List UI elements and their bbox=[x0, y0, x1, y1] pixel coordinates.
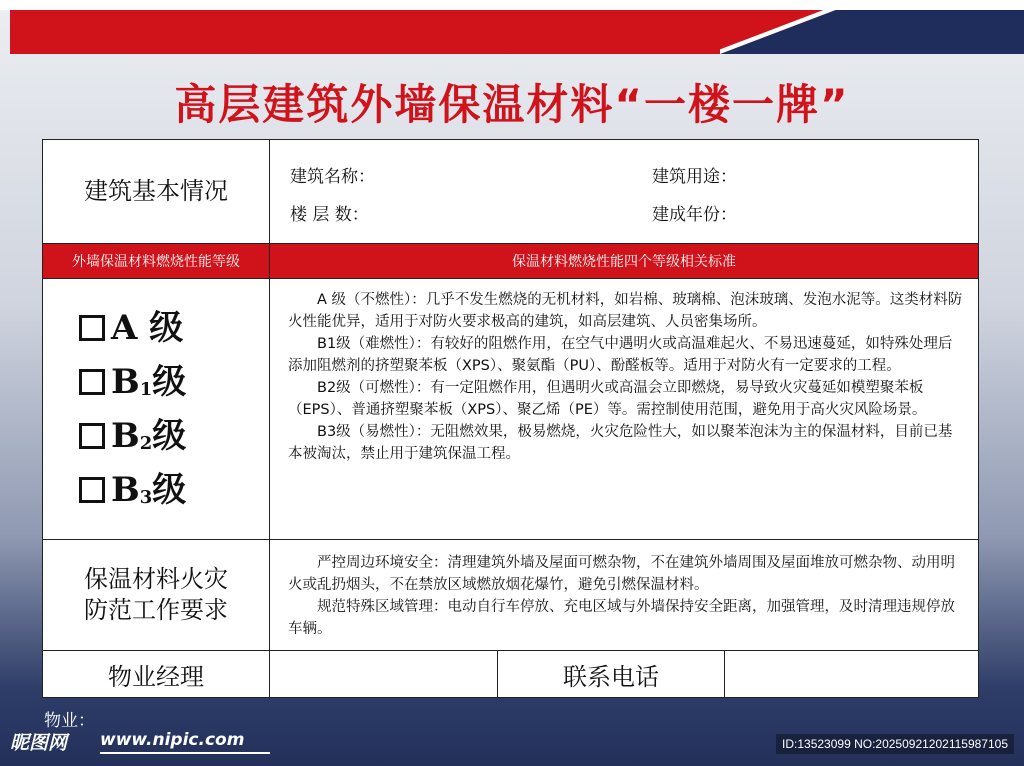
checkbox-icon[interactable] bbox=[79, 315, 105, 341]
standard-b3: B3级（易燃性）：无阻燃效果，极易燃烧，火灾危险性大，如以聚苯泡沫为主的保温材料，目前已基本被淘汰，禁止用于建筑保温工程。 bbox=[288, 424, 953, 462]
built-year-label: 建成年份： bbox=[652, 205, 737, 225]
fire-req-label-line2: 防范工作要求 bbox=[84, 596, 228, 624]
fire-req-item: 严控周边环境安全：清理建筑外墙及屋面可燃杂物，不在建筑外墙周围及屋面堆放可燃杂物、动用明火或乱扔烟头，不在禁放区域燃放烟花爆竹，避免引燃保温材料。 bbox=[288, 555, 955, 593]
manager-label: 物业经理 bbox=[43, 651, 270, 698]
top-red-banner bbox=[10, 10, 840, 54]
watermark-underline bbox=[100, 752, 270, 754]
grade-checklist bbox=[43, 279, 270, 540]
grade-subscript: 1 bbox=[139, 379, 153, 400]
building-info-label: 建筑基本情况 bbox=[43, 140, 270, 244]
standards-header: 保温材料燃烧性能四个等级相关标准 bbox=[270, 244, 979, 279]
building-use-label: 建筑用途： bbox=[652, 167, 737, 187]
manager-value-field[interactable] bbox=[270, 651, 498, 698]
checkbox-icon[interactable] bbox=[79, 369, 105, 395]
phone-label: 联系电话 bbox=[498, 651, 725, 698]
watermark-small-text: 物业： bbox=[44, 711, 95, 731]
floor-count-label: 楼 层 数： bbox=[290, 205, 369, 225]
grade-letter: B bbox=[111, 470, 140, 510]
building-info-cell bbox=[270, 140, 979, 244]
info-board bbox=[42, 139, 979, 698]
grade-subscript: 3 bbox=[139, 487, 153, 508]
grade-standards-text bbox=[270, 279, 979, 540]
checkbox-icon[interactable] bbox=[79, 477, 105, 503]
checkbox-icon[interactable] bbox=[79, 423, 105, 449]
grade-suffix: 级 bbox=[137, 308, 184, 348]
grade-b1-option[interactable] bbox=[79, 355, 269, 409]
standard-b2: B2级（可燃性）：有一定阻燃作用，但遇明火或高温会立即燃烧，易导致火灾蔓延如模塑聚苯板（EPS）、普通挤塑聚苯板（XPS）、聚乙烯（PE）等。需控制使用范围，避免用于高火灾风险场景。 bbox=[288, 380, 927, 418]
grade-b2-option[interactable] bbox=[79, 409, 269, 463]
building-name-label: 建筑名称： bbox=[290, 167, 375, 187]
fire-req-text bbox=[270, 540, 979, 651]
fire-req-item: 规范特殊区域管理：电动自行车停放、充电区域与外墙保持安全距离，加强管理，及时清理违规停放车辆。 bbox=[288, 599, 955, 637]
watermark-id: ID:13523099 NO:20250921202115987105 bbox=[776, 734, 1014, 754]
grade-subscript: 2 bbox=[139, 433, 153, 454]
standard-b1: B1级（难燃性）：有较好的阻燃作用，在空气中遇明火或高温难起火、不易迅速蔓延，如特殊处理后添加阻燃剂的挤塑聚苯板（XPS）、聚氨酯（PU）、酚醛板等。适用于对防火有一定要求的工程。 bbox=[288, 336, 953, 374]
grade-a-option[interactable] bbox=[79, 301, 269, 355]
grade-letter: A bbox=[111, 308, 138, 348]
grade-letter: B bbox=[111, 362, 140, 402]
grade-header: 外墙保温材料燃烧性能等级 bbox=[43, 244, 270, 279]
phone-value-field[interactable] bbox=[725, 651, 979, 698]
top-border bbox=[0, 0, 1024, 10]
grade-suffix: 级 bbox=[152, 362, 187, 402]
grade-suffix: 级 bbox=[152, 470, 187, 510]
standard-a: A 级（不燃性）：几乎不发生燃烧的无机材料，如岩棉、玻璃棉、泡沫玻璃、发泡水泥等。这类材料防火性能优异，适用于对防火要求极高的建筑，如高层建筑、人员密集场所。 bbox=[288, 292, 963, 330]
page-title: 高层建筑外墙保温材料“一楼一牌” bbox=[174, 80, 850, 129]
watermark-logo: 昵图网 bbox=[10, 732, 68, 754]
fire-req-label bbox=[43, 540, 270, 651]
grade-suffix: 级 bbox=[152, 416, 187, 456]
grade-b3-option[interactable] bbox=[79, 463, 269, 517]
grade-letter: B bbox=[111, 416, 140, 456]
fire-req-label-line1: 保温材料火灾 bbox=[84, 564, 228, 593]
watermark-url: www.nipic.com bbox=[100, 730, 245, 750]
